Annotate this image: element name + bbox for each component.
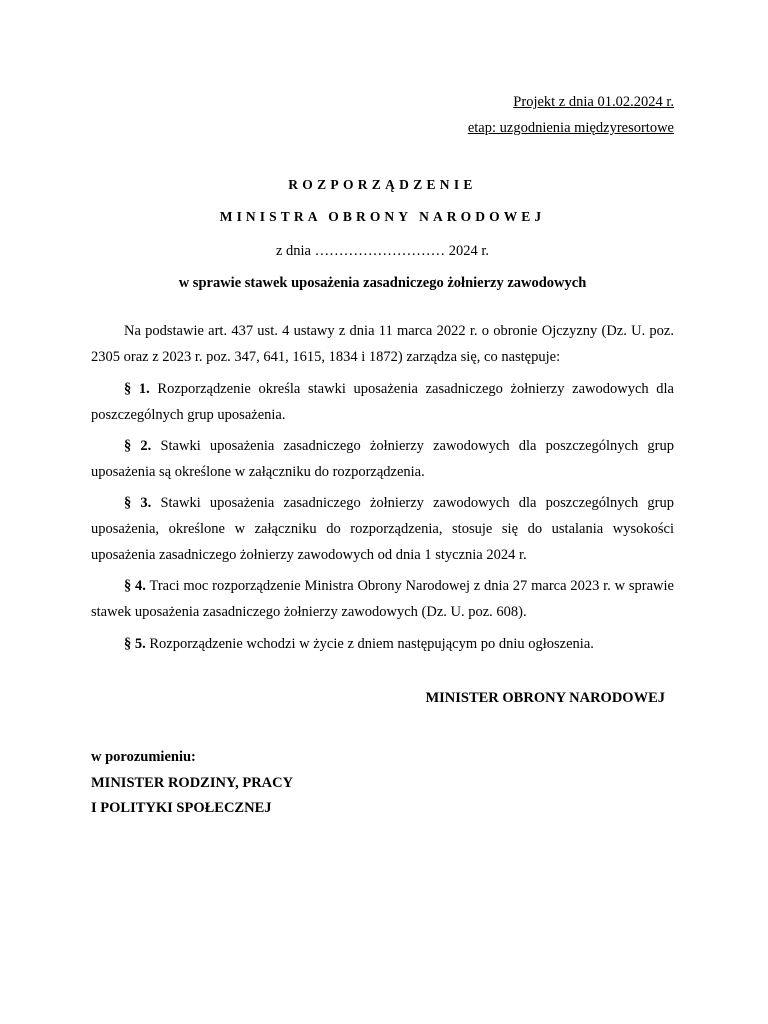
paragraph-3-text: Stawki uposażenia zasadniczego żołnierzy zawodowych dla poszczególnych grup uposażenia, określone w załączniku do rozporządzenia, stosuje się do ustalania wysokości uposażenia zasadniczego żołnierzy zawodowych od dnia 1 stycznia 2024 r. — [91, 495, 674, 563]
agreement-minister-line-1: MINISTER RODZINY, PRACY — [91, 775, 294, 791]
subject-line: w sprawie stawek uposażenia zasadniczego żołnierzy zawodowych — [178, 275, 587, 291]
document-type-title: ROZPORZĄDZENIE — [288, 177, 477, 192]
paragraph-1 — [91, 376, 674, 428]
paragraph-5 — [91, 631, 674, 657]
minister-signature-block: MINISTER OBRONY NARODOWEJ — [425, 690, 665, 706]
paragraph-2 — [91, 433, 674, 485]
paragraph-1-number: § 1. — [124, 381, 150, 397]
agreement-minister-line-2: I POLITYKI SPOŁECZNEJ — [91, 800, 272, 816]
paragraph-4-number: § 4. — [124, 578, 146, 594]
intro-paragraph: Na podstawie art. 437 ust. 4 ustawy z dnia 11 marca 2022 r. o obronie Ojczyzny (Dz. U. poz. 2305 oraz z 2023 r. poz. 347, 641, 1615, 1834 i 1872) zarządza się, co następuje: — [91, 323, 674, 365]
paragraph-3-number: § 3. — [124, 495, 152, 511]
issuer-title: MINISTRA OBRONY NARODOWEJ — [219, 209, 546, 224]
date-line: z dnia ……………………… 2024 r. — [275, 243, 490, 259]
agreement-label: w porozumieniu: — [91, 749, 196, 765]
paragraph-2-text: Stawki uposażenia zasadniczego żołnierzy zawodowych dla poszczególnych grup uposażenia są określone w załączniku do rozporządzenia. — [91, 438, 674, 480]
paragraph-5-number: § 5. — [124, 636, 146, 652]
paragraph-4-text: Traci moc rozporządzenie Ministra Obrony Narodowej z dnia 27 marca 2023 r. w sprawie stawek uposażenia zasadniczego żołnierzy zawodowych (Dz. U. poz. 608). — [91, 578, 674, 620]
project-date: Projekt z dnia 01.02.2024 r. — [513, 94, 674, 110]
stage-label: etap: uzgodnienia międzyresortowe — [467, 120, 674, 136]
paragraph-2-number: § 2. — [124, 438, 152, 454]
paragraph-1-text: Rozporządzenie określa stawki uposażenia zasadniczego żołnierzy zawodowych dla poszczególnych grup uposażenia. — [91, 381, 674, 423]
paragraph-5-text: Rozporządzenie wchodzi w życie z dniem następującym po dniu ogłoszenia. — [145, 636, 594, 652]
paragraph-3 — [91, 490, 674, 568]
paragraph-4 — [91, 573, 674, 625]
